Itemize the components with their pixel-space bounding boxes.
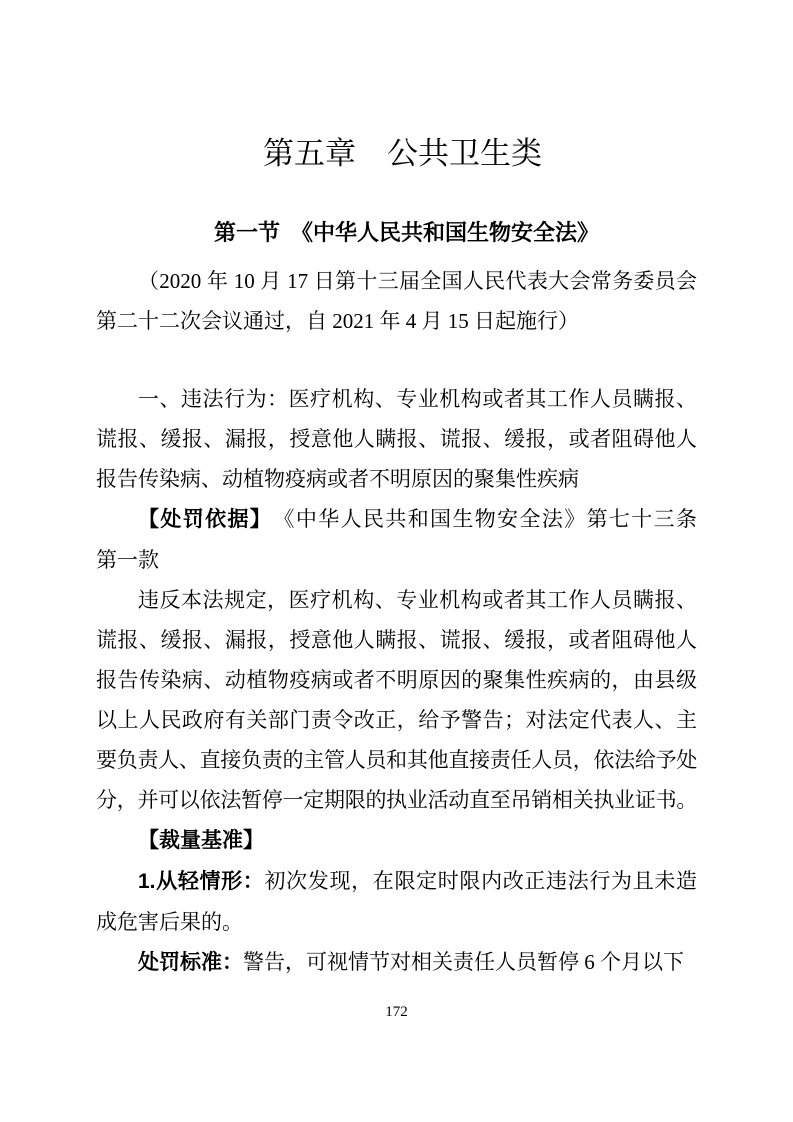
penalty-basis-line-1	[96, 499, 697, 540]
lenient-case-text: 初次发现，在限定时限内改正违法行为且未造	[264, 869, 698, 893]
penalty-standard-text: 警告，可视情节对相关责任人员暂停 6 个月以下	[243, 950, 684, 974]
violation-definition-line-3: 报告传染病、动植物疫病或者不明原因的聚集性疾病	[96, 467, 579, 491]
discretion-header: 【裁量基准】	[138, 829, 264, 852]
law-excerpt-line-4: 以上人民政府有关部门责令改正，给予警告；对法定代表人、主	[96, 708, 697, 732]
penalty-standard-line	[96, 942, 697, 983]
document-body	[96, 379, 697, 983]
law-excerpt-line-3: 报告传染病、动植物疫病或者不明原因的聚集性疾病的，由县级	[96, 668, 697, 692]
enactment-note	[96, 261, 697, 341]
discretion-header-line	[96, 820, 697, 861]
lenient-case-label: 1.从轻情形：	[138, 870, 265, 893]
penalty-basis-label: 【处罚依据】	[138, 508, 262, 531]
penalty-standard-label: 处罚标准：	[138, 951, 243, 974]
lenient-case-line-2: 成危害后果的。	[96, 910, 243, 934]
law-excerpt-line-2: 谎报、缓报、漏报，授意他人瞒报、谎报、缓报，或者阻碍他人	[96, 628, 697, 652]
penalty-basis-reference: 《中华人民共和国生物安全法》第七十三条	[261, 507, 698, 531]
law-excerpt-line-5: 要负责人、直接负责的主管人员和其他直接责任人员，依法给予处	[96, 748, 697, 772]
law-excerpt-line-6: 分，并可以依法暂停一定期限的执业活动直至吊销相关执业证书。	[96, 788, 697, 812]
page-number: 172	[385, 1004, 408, 1020]
violation-definition-line-2: 谎报、缓报、漏报，授意他人瞒报、谎报、缓报，或者阻碍他人	[96, 427, 697, 451]
enactment-note-line-2: 第二十二次会议通过，自 2021 年 4 月 15 日起施行）	[96, 309, 579, 333]
lenient-case-line-1	[96, 861, 697, 902]
enactment-note-line-1: （2020 年 10 月 17 日第十三届全国人民代表大会常务委员会	[138, 269, 697, 293]
violation-definition-line-1: 一、违法行为：医疗机构、专业机构或者其工作人员瞒报、	[138, 387, 697, 411]
penalty-basis-line-2: 第一款	[96, 548, 159, 572]
chapter-title: 第五章 公共卫生类	[263, 136, 542, 171]
law-excerpt-line-1: 违反本法规定，医疗机构、专业机构或者其工作人员瞒报、	[138, 588, 697, 612]
section-title: 第一节 《中华人民共和国生物安全法》	[213, 220, 599, 245]
